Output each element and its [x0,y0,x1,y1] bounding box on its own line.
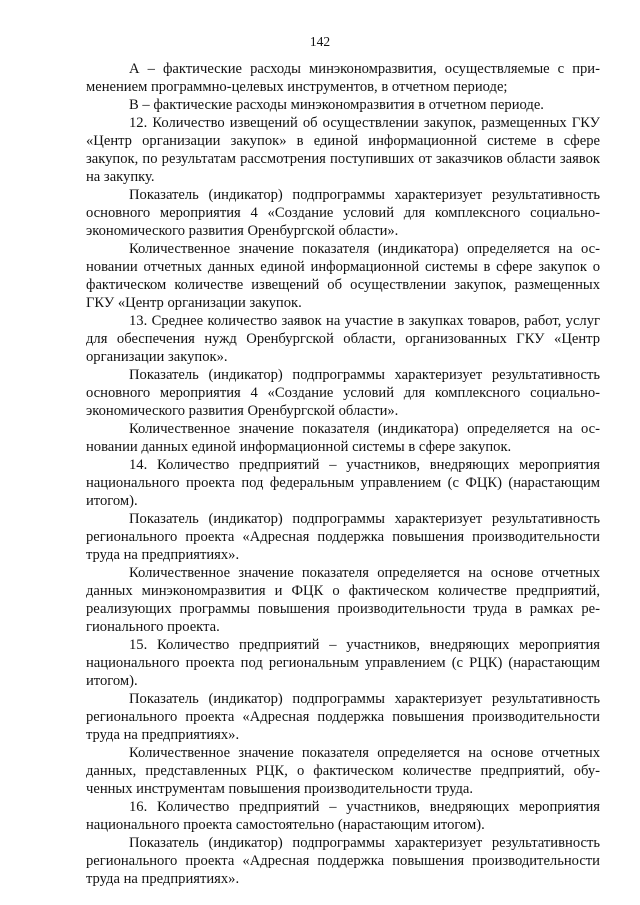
paragraph-item-13: 13. Среднее количество заявок на участие в закупках товаров, работ, услуг для обеспечения нужд Оренбургской области, организованных ГКУ «Центр организации закупок». [86,313,600,365]
paragraph-item-12: 12. Количество извещений об осуществлении закупок, размещенных ГКУ «Центр организации закупок» в единой информационной системе в сфере закупок, по результатам рассмотрения поступивших от заказчиков области заявок на закупку. [86,115,600,185]
paragraph-item-12-value: Количественное значение показателя (индикатора) определяется на основании отчетных данных единой информационной системы в сфере закупок о фактическом количестве извещений об осуществлении закупок, размещенных ГКУ «Центр организации закупок. [86,241,600,311]
paragraph-item-14-value: Количественное значение показателя определяется на основе отчетных данных минэкономразвития и ФЦК о фактическом количестве предприятий, реализующих программы повышения производительности труда в рамках регионального проекта. [86,565,600,635]
paragraph-item-16: 16. Количество предприятий – участников, внедряющих мероприятия национального проекта самостоятельно (нарастающим итогом). [86,799,600,833]
paragraph-item-16-indicator: Показатель (индикатор) подпрограммы характеризует результативность регионального проекта «Адресная поддержка повышения производительности труда на предприятиях». [86,835,600,887]
paragraph-item-15-value: Количественное значение показателя определяется на основе отчетных данных, представленных РЦК, о фактическом количестве предприятий, обученных инструментам повышения производительности труда. [86,745,600,797]
document-body [86,60,600,888]
page-number: 142 [309,34,331,49]
paragraph-item-12-indicator: Показатель (индикатор) подпрограммы характеризует результативность основного мероприятия 4 «Создание условий для комплексного социально-экономического развития Оренбургской области». [86,187,600,239]
paragraph-item-13-indicator: Показатель (индикатор) подпрограммы характеризует результативность основного мероприятия 4 «Создание условий для комплексного социально-экономического развития Оренбургской области». [86,367,600,419]
paragraph-item-15: 15. Количество предприятий – участников, внедряющих мероприятия национального проекта под региональным управлением (с РЦК) (нарастающим итогом). [86,637,600,689]
paragraph-item-14: 14. Количество предприятий – участников, внедряющих мероприятия национального проекта под федеральным управлением (с ФЦК) (нарастающим итогом). [86,457,600,509]
paragraph-item-13-value: Количественное значение показателя (индикатора) определяется на основании данных единой информационной системы в сфере закупок. [86,421,600,455]
paragraph-a-definition: А – фактические расходы минэкономразвития, осуществляемые с применением программно-целевых инструментов, в отчетном периоде; [86,61,600,95]
paragraph-item-15-indicator: Показатель (индикатор) подпрограммы характеризует результативность регионального проекта «Адресная поддержка повышения производительности труда на предприятиях». [86,691,600,743]
paragraph-item-14-indicator: Показатель (индикатор) подпрограммы характеризует результативность регионального проекта «Адресная поддержка повышения производительности труда на предприятиях». [86,511,600,563]
paragraph-b-definition: В – фактические расходы минэкономразвития в отчетном периоде. [129,97,544,113]
